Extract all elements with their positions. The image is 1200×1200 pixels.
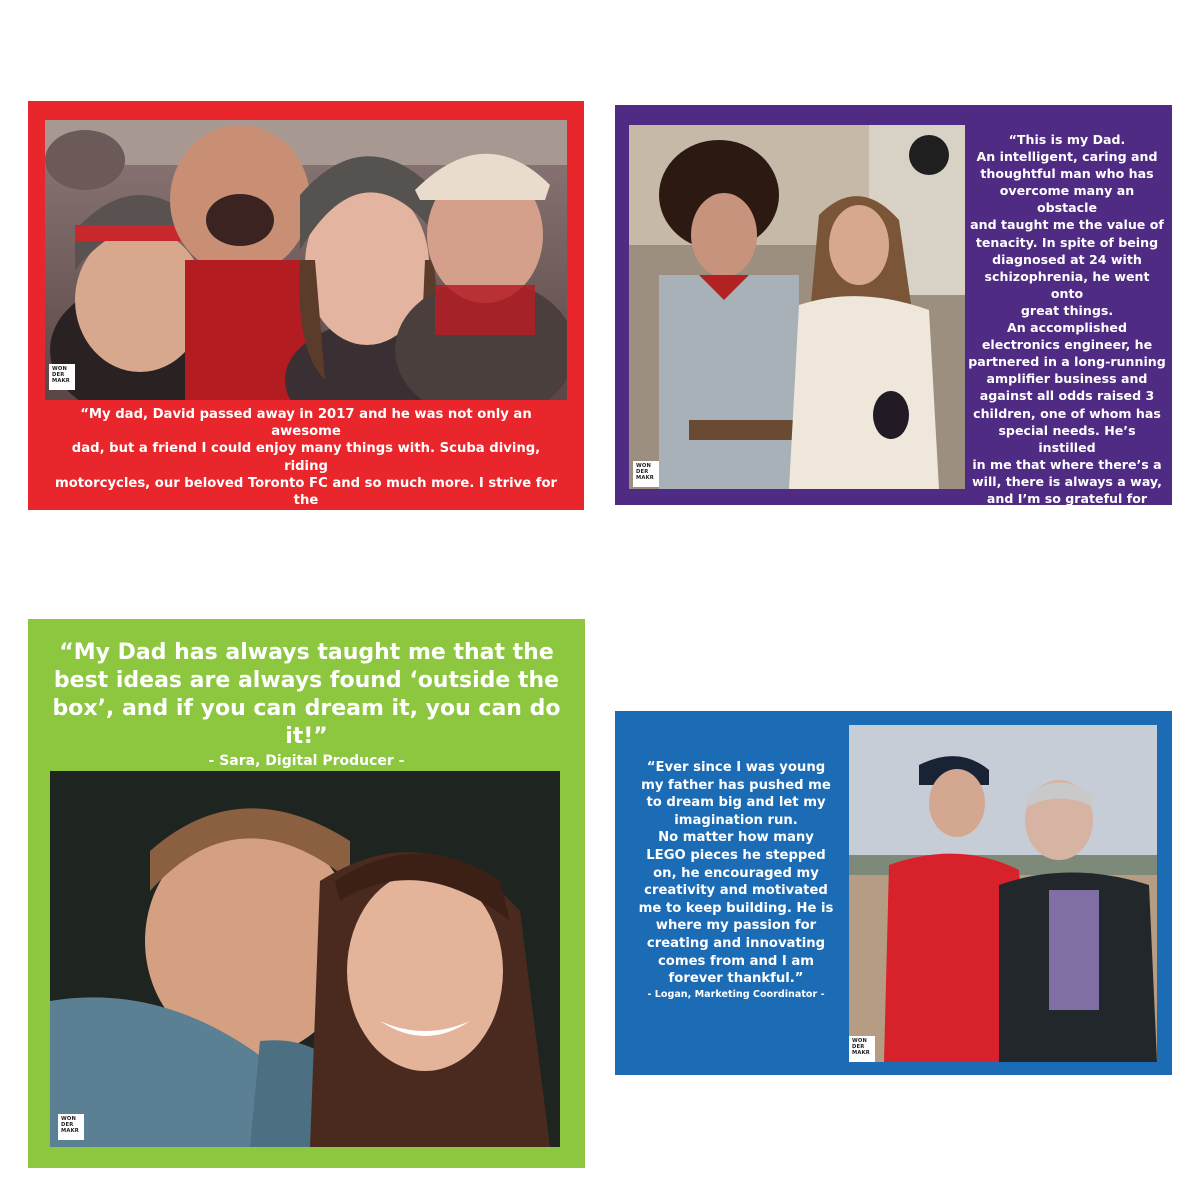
quote-carissa: “This is my Dad. An intelligent, caring and thoughtful man who has overcome many an obstacle and taught me the value of tenacity. In spite of being diagnosed at 24 with schizophrenia, he went onto great things. An accomplished electronics engineer, he partnered in a long-running amplifier business and against all odds raised 3 children, one of whom has special needs. He’s instilled in me that where there’s a will, there is always a way, and I’m so grateful for him.” – Carissa, Vice President – <box>968 132 1166 537</box>
photo-sara-and-dad <box>50 771 560 1147</box>
card-mark <box>28 101 584 558</box>
wondermakr-logo: WON DER MAKR <box>633 461 659 487</box>
card-sara <box>28 619 585 1168</box>
photo-carissa-and-dad <box>629 125 965 489</box>
wondermakr-logo: WON DER MAKR <box>849 1036 875 1062</box>
card-logan <box>615 711 1172 1075</box>
quote-logan: “Ever since I was young my father has pushed me to dream big and let my imagination run. No matter how many LEGO pieces he stepped on, he encouraged my creativity and motivated me to keep building. He is where my passion for creating and innovating comes from and I am forever thankful.” - Logan, Marketing Coordinator - <box>625 759 847 1002</box>
photo-mark-family-selfie <box>45 120 567 400</box>
signature-sara: - Sara, Digital Producer - <box>208 753 405 769</box>
photo-logan-and-dad <box>849 725 1157 1062</box>
signature-logan: - Logan, Marketing Coordinator - <box>647 988 825 1000</box>
signature-carissa: – Carissa, Vice President – <box>993 525 1141 537</box>
card-carissa <box>615 105 1172 537</box>
signature-mark: - Mark, President - <box>248 544 364 558</box>
wondermakr-logo: WON DER MAKR <box>58 1114 84 1140</box>
wondermakr-logo: WON DER MAKR <box>49 364 75 390</box>
quote-mark: “My dad, David passed away in 2017 and he was not only an awesome dad, but a friend I could enjoy many things with. Scuba diving, riding motorcycles, our beloved Toronto FC and so much more. I strive for the same relationship with my amazing kids, Emma and Hayden. Love you all!” - Mark, President - <box>48 406 564 559</box>
quote-sara: “My Dad has always taught me that the best ideas are always found ‘outside the box’, and if you can dream it, you can do it!” - Sara, Digital Producer - <box>38 639 575 771</box>
